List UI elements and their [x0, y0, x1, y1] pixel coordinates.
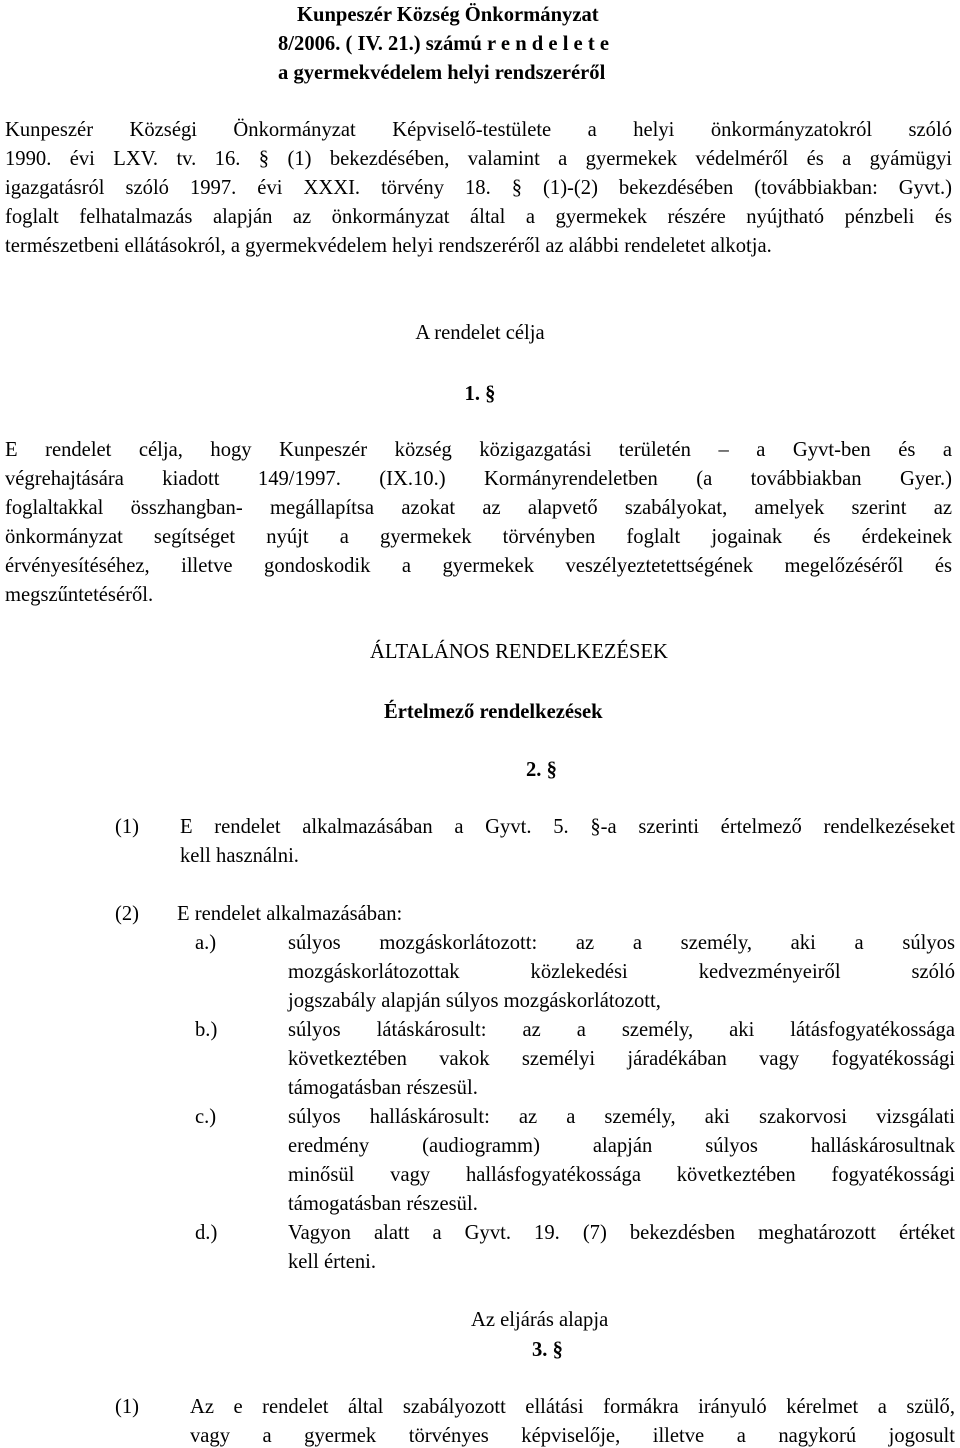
- ordinance-issuer: Kunpeszér Község Önkormányzat: [297, 4, 599, 26]
- section-text-line: önkormányzat segítséget nyújt a gyermekek törvényben foglalt jogainak és érdekeinek: [5, 526, 952, 548]
- preamble-line: igazgatásról szóló 1997. évi XXXI. törvény 18. § (1)-(2) bekezdésében (továbbiakban: Gyvt.): [5, 177, 952, 199]
- section-text-line: foglaltakkal összhangban- megállapítsa azokat az alapvető szabályokat, amelyek szerint az: [5, 497, 952, 519]
- section-number: 3. §: [532, 1339, 563, 1361]
- chapter-heading: ÁLTALÁNOS RENDELKEZÉSEK: [370, 641, 668, 663]
- paragraph-line: kell használni.: [180, 845, 299, 867]
- preamble-line: Kunpeszér Községi Önkormányzat Képviselő-testülete a helyi önkormányzatokról szóló: [5, 119, 952, 141]
- list-item-line: támogatásban részesül.: [288, 1193, 478, 1215]
- section-number: 2. §: [526, 759, 557, 781]
- list-item-line: eredmény (audiogramm) alapján súlyos halláskárosultnak: [288, 1135, 955, 1157]
- list-item-line: mozgáskorlátozottak közlekedési kedvezményeiről szóló: [288, 961, 955, 983]
- paragraph-number: (1): [115, 816, 140, 838]
- subheading: Értelmező rendelkezések: [384, 701, 603, 723]
- list-item-line: súlyos látáskárosult: az a személy, aki látásfogyatékossága: [288, 1019, 955, 1041]
- section-number: 1. §: [464, 383, 496, 405]
- section-text-line: érvényesítéséhez, illetve gondoskodik a gyermekek veszélyeztetettségének megelőzéséről és: [5, 555, 952, 577]
- paragraph-line: Az e rendelet által szabályozott ellátási formákra irányuló kérelmet a szülő,: [190, 1396, 955, 1418]
- list-item-label: a.): [195, 932, 217, 954]
- ordinance-title: a gyermekvédelem helyi rendszeréről: [278, 62, 606, 84]
- preamble-line: természetbeni ellátásokról, a gyermekvédelem helyi rendszeréről az alábbi rendeletet alkotja.: [5, 235, 772, 257]
- list-item-line: súlyos halláskárosult: az a személy, aki szakorvosi vizsgálati: [288, 1106, 955, 1128]
- list-item-label: d.): [195, 1222, 218, 1244]
- section-text-line: E rendelet célja, hogy Kunpeszér község közigazgatási területén – a Gyvt-ben és a: [5, 439, 952, 461]
- paragraph-line: E rendelet alkalmazásában a Gyvt. 5. §-a szerinti értelmező rendelkezéseket: [180, 816, 955, 838]
- list-item-line: Vagyon alatt a Gyvt. 19. (7) bekezdésben meghatározott értéket: [288, 1222, 955, 1244]
- preamble-line: 1990. évi LXV. tv. 16. § (1) bekezdésében, valamint a gyermekek védelméről és a gyámügyi: [5, 148, 952, 170]
- paragraph-line: vagy a gyermek törvényes képviselője, illetve a nagykorú jogosult: [190, 1425, 955, 1447]
- list-item-line: következtében vakok személyi járadékában vagy fogyatékossági: [288, 1048, 955, 1070]
- list-item-line: jogszabály alapján súlyos mozgáskorlátozott,: [288, 990, 661, 1012]
- paragraph-line: E rendelet alkalmazásában:: [177, 903, 403, 925]
- ordinance-number: 8/2006. ( IV. 21.) számú r e n d e l e t e: [278, 33, 609, 55]
- section-text-line: végrehajtására kiadott 149/1997. (IX.10.) Kormányrendeletben (a továbbiakban Gyer.): [5, 468, 952, 490]
- preamble-line: foglalt felhatalmazás alapján az önkormányzat által a gyermekek részére nyújtható pénzbeli és: [5, 206, 952, 228]
- list-item-line: támogatásban részesül.: [288, 1077, 478, 1099]
- list-item-label: c.): [195, 1106, 217, 1128]
- paragraph-number: (1): [115, 1396, 140, 1418]
- section-heading: A rendelet célja: [415, 322, 545, 344]
- list-item-line: súlyos mozgáskorlátozott: az a személy, aki a súlyos: [288, 932, 955, 954]
- section-text-line: megszűntetéséről.: [5, 584, 154, 606]
- list-item-label: b.): [195, 1019, 218, 1041]
- section-heading: Az eljárás alapja: [471, 1309, 609, 1331]
- list-item-line: kell érteni.: [288, 1251, 377, 1273]
- list-item-line: minősül vagy hallásfogyatékossága következtében fogyatékossági: [288, 1164, 955, 1186]
- paragraph-number: (2): [115, 903, 140, 925]
